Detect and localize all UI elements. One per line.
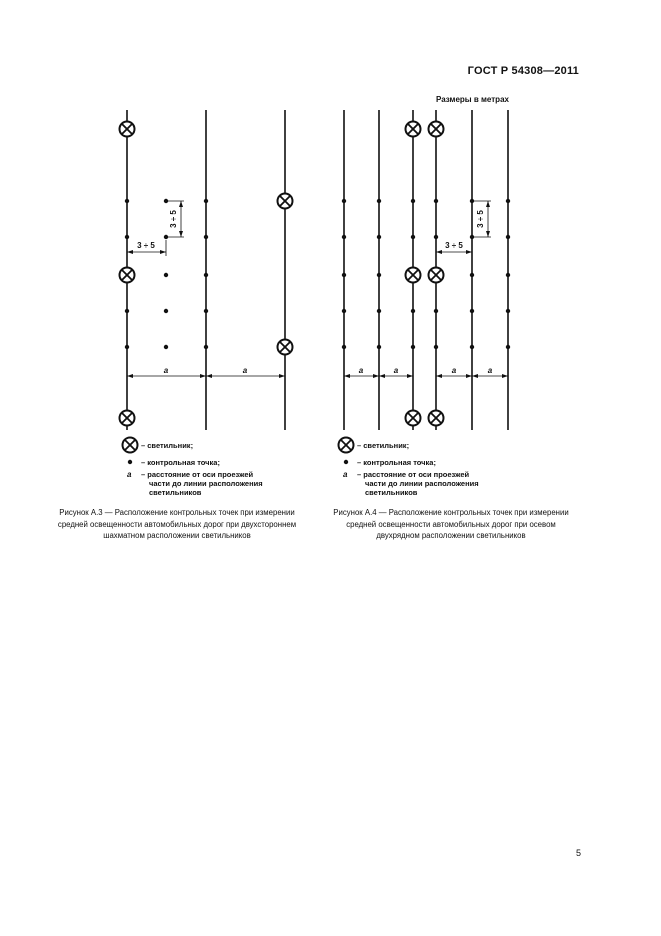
a3-luminaire-left-3 [120, 411, 135, 426]
a4-legend-luminaire-icon [339, 438, 354, 453]
a3-luminaire-left-1 [120, 122, 135, 137]
a4-luminaire-left-2 [406, 268, 421, 283]
a3-dim-a-1: а [163, 366, 169, 375]
a4-dim-a-3: а [451, 366, 457, 375]
figure-a4-caption: Рисунок А.4 — Расположение контрольных точек при измерении средней освещенности автомобильных дорог при осевом двухрядном расположении светильников [333, 508, 569, 540]
figure-a3-caption: Рисунок А.3 — Расположение контрольных точек при измерении средней освещенности автомобильных дорог при двухстороннем шахматном расположении светильников [57, 508, 297, 540]
page-number: 5 [576, 848, 582, 858]
a3-dim-a-2: а [242, 366, 248, 375]
figure-a3 [120, 110, 293, 430]
a4-legend-a-symbol: а [343, 470, 348, 479]
a3-control-points [125, 199, 208, 349]
document-standard-number: ГОСТ Р 54308—2011 [467, 65, 579, 77]
a3-legend-luminaire-icon [123, 438, 138, 453]
a3-luminaire-right-1 [278, 194, 293, 209]
a3-legend-control-point: – контрольная точка; [141, 458, 220, 467]
a4-luminaire-left-1 [406, 122, 421, 137]
a4-spacing-label-v: 3 ÷ 5 [476, 210, 485, 228]
figure-a4-units-note: Размеры в метрах [436, 95, 509, 104]
a4-luminaire-left-3 [406, 411, 421, 426]
a3-luminaire-left-2 [120, 268, 135, 283]
a3-spacing-label-h: 3 ÷ 5 [137, 241, 155, 250]
a4-dim-a-2: а [393, 366, 399, 375]
a4-luminaire-right-2 [429, 268, 444, 283]
a3-spacing-label-v: 3 ÷ 5 [169, 210, 178, 228]
figure-a4 [342, 110, 510, 430]
a4-legend-luminaire: – светильник; [357, 441, 410, 450]
a4-luminaire-right-1 [429, 122, 444, 137]
a4-legend-control-point-icon [344, 460, 348, 464]
a3-luminaire-right-2 [278, 340, 293, 355]
a4-legend-control-point: – контрольная точка; [357, 458, 436, 467]
a4-luminaire-right-3 [429, 411, 444, 426]
a4-spacing-label-h: 3 ÷ 5 [445, 241, 463, 250]
a4-legend-distance: – расстояние от оси проезжей части до линии расположения светильников [357, 470, 479, 497]
a3-legend-control-point-icon [128, 460, 132, 464]
a4-dim-a-1: а [358, 366, 364, 375]
a3-legend-luminaire: – светильник; [141, 441, 194, 450]
a4-dim-a-4: а [487, 366, 493, 375]
a3-legend-a-symbol: а [127, 470, 132, 479]
a3-legend-distance: – расстояние от оси проезжей части до линии расположения светильников [141, 470, 263, 497]
